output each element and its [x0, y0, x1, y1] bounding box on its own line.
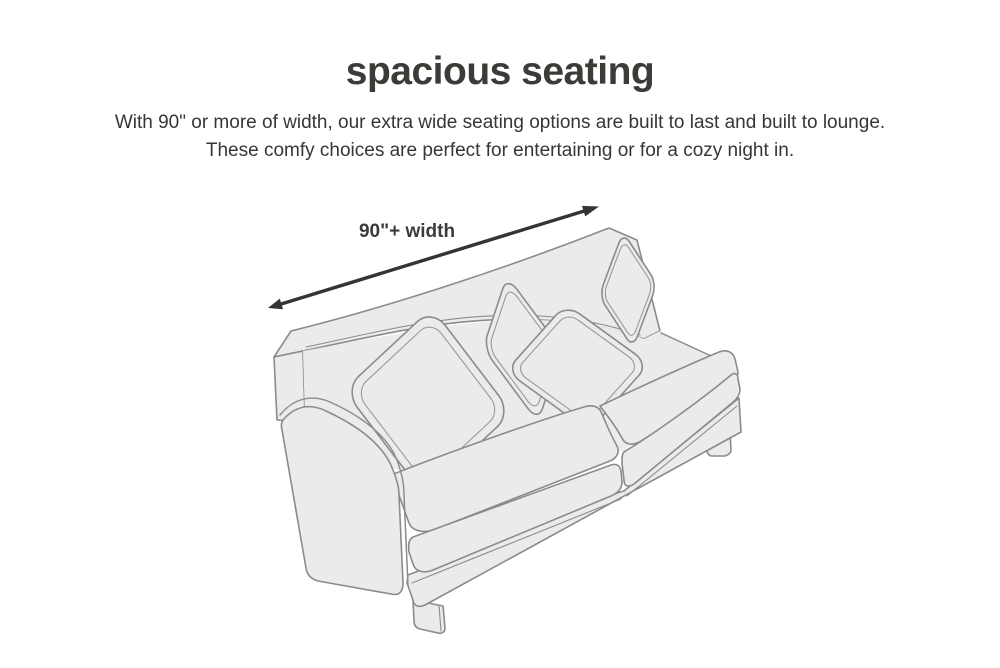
dimension-arrow-head-left	[268, 299, 283, 310]
sofa-illustration	[274, 228, 741, 633]
dimension-arrow-head-right	[582, 206, 599, 217]
page-title: spacious seating	[345, 50, 655, 93]
subtitle-line-2: These comfy choices are perfect for entertaining or for a cozy night in.	[205, 139, 795, 161]
dimension-label: 90"+ width	[358, 221, 456, 242]
subtitle-line-1: With 90" or more of width, our extra wide seating options are built to last and built to lounge.	[114, 112, 886, 133]
